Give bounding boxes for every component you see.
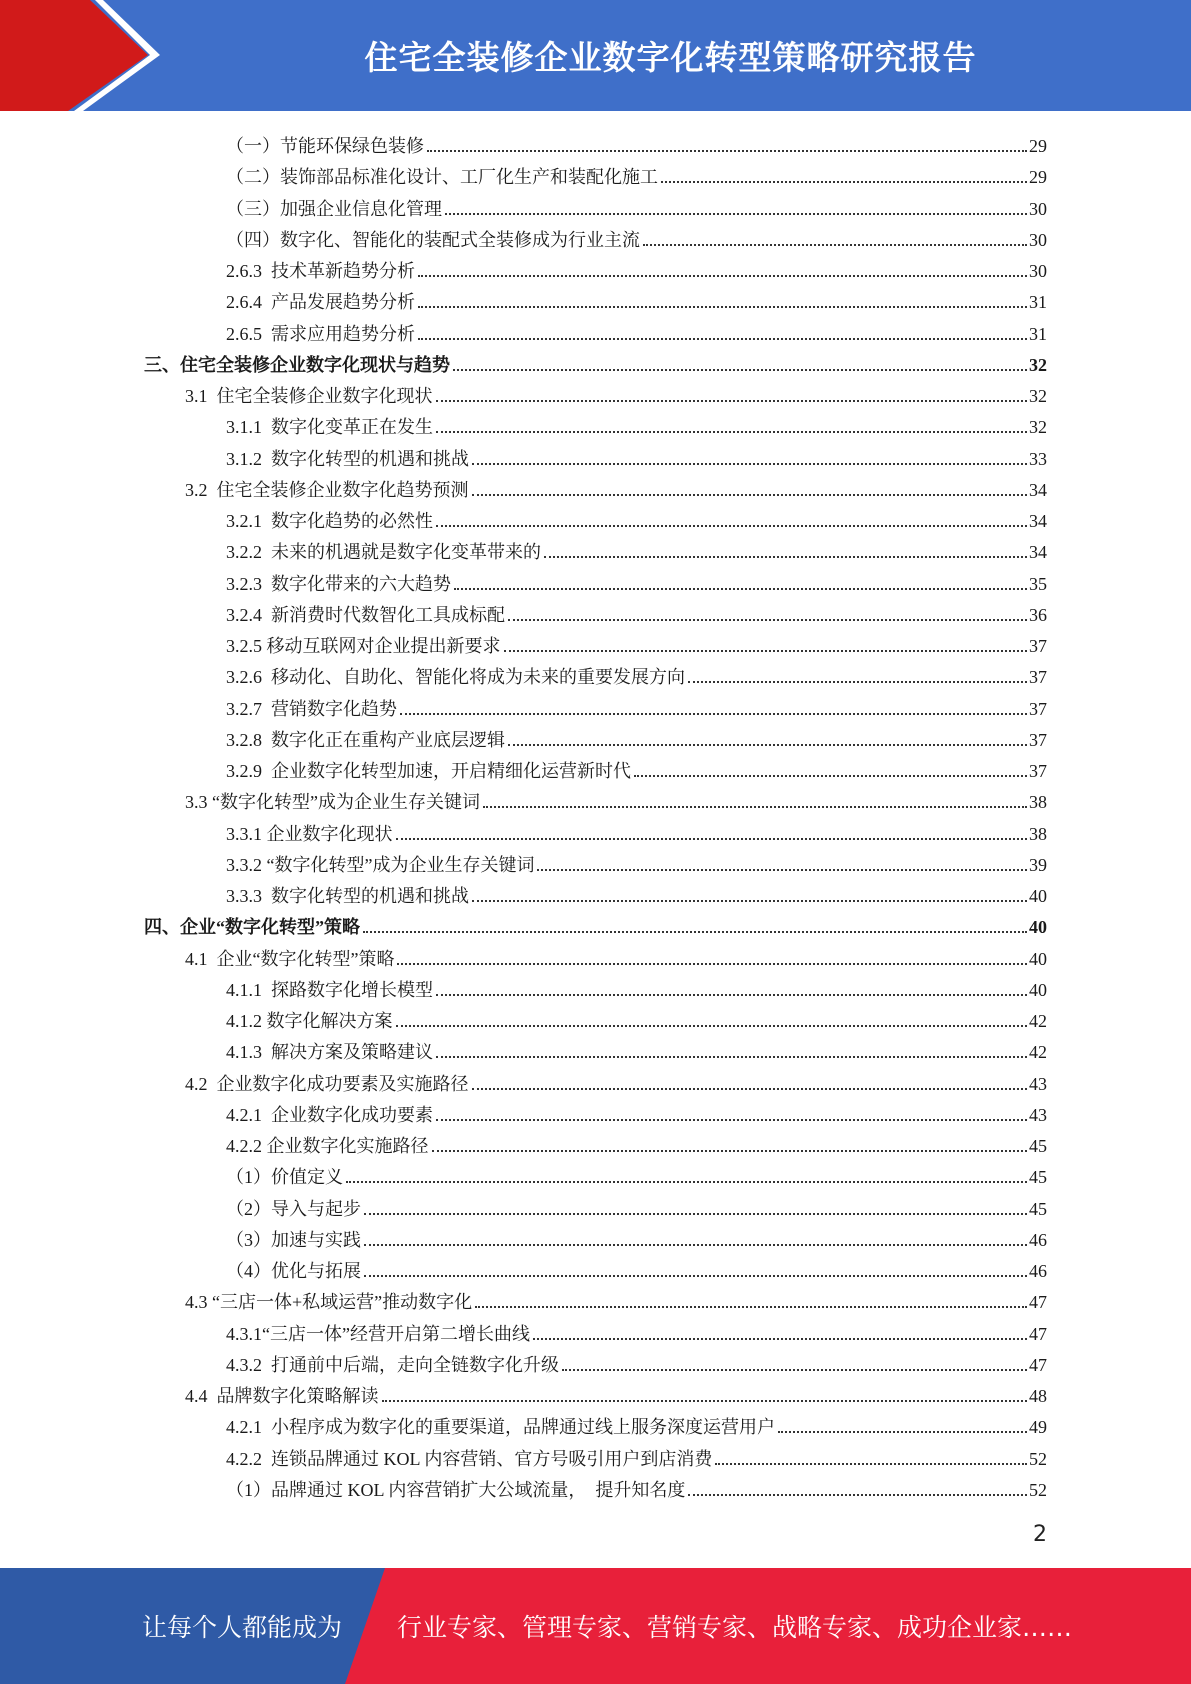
toc-entry-page: 42 [1029,1011,1047,1031]
toc-entry-title: 3.2.3 数字化带来的六大趋势 [226,573,451,594]
toc-entry[interactable] [226,1470,1047,1501]
toc-entry-title: 四、企业“数字化转型”策略 [144,917,360,938]
toc-entry-title: 3.1.2 数字化转型的机遇和挑战 [226,448,469,469]
toc-dot-leader [364,1274,1027,1277]
toc-entry-title: 3.2.7 营销数字化趋势 [226,698,397,719]
toc-entry-title: 3.3.2 “数字化转型”成为企业生存关键词 [226,854,535,875]
toc-entry-title: 2.6.3 技术革新趋势分析 [226,261,415,281]
toc-entry-title: 4.2.1 企业数字化成功要素 [226,1104,433,1125]
toc-entry[interactable] [226,689,1047,720]
toc-dot-leader [396,1024,1028,1027]
toc-entry[interactable] [226,720,1047,751]
toc-entry-title: 4.1.2 数字化解决方案 [226,1011,393,1031]
toc-entry-page: 45 [1029,1167,1047,1188]
toc-entry-title: 4.2.2 连锁品牌通过 KOL 内容营销、官方号吸引用户到店消费 [226,1448,713,1469]
toc-entry-page: 36 [1029,604,1047,625]
toc-entry[interactable] [226,814,1047,845]
toc-entry[interactable] [226,314,1047,345]
toc-entry[interactable] [185,470,1047,501]
toc-dot-leader [537,868,1027,871]
toc-entry-page: 34 [1029,479,1047,500]
toc-entry-title: 3.2.4 新消费时代数智化工具成标配 [226,604,505,625]
toc-entry-page: 40 [1029,979,1047,1000]
toc-entry[interactable] [226,1220,1047,1251]
toc-entry[interactable] [226,532,1047,563]
toc-dot-leader [688,680,1027,683]
toc-dot-leader [436,1118,1027,1121]
toc-entry-page: 43 [1029,1073,1047,1094]
toc-entry-page: 48 [1029,1386,1047,1406]
toc-entry-title: 3.2.1 数字化趋势的必然性 [226,511,433,531]
toc-entry-page: 30 [1029,261,1047,281]
toc-entry[interactable] [226,1314,1047,1345]
toc-dot-leader [634,774,1027,777]
toc-dot-leader [382,1399,1028,1402]
toc-dot-leader [445,212,1027,215]
toc-entry-title: 4.2.2 企业数字化实施路径 [226,1136,429,1156]
toc-entry-page: 38 [1029,823,1047,844]
toc-dot-leader [396,837,1028,840]
toc-entry-page: 42 [1029,1042,1047,1063]
toc-entry-title: 4.2.1 小程序成为数字化的重要渠道，品牌通过线上服务深度运营用户 [226,1417,775,1438]
toc-entry-title: 2.6.5 需求应用趋势分析 [226,323,415,344]
toc-entry-page: 39 [1029,854,1047,875]
toc-dot-leader [364,1243,1027,1246]
toc-entry-title: 3.1 住宅全装修企业数字化现状 [185,386,433,406]
toc-entry[interactable] [226,439,1047,470]
toc-entry-title: 3.3.3 数字化转型的机遇和挑战 [226,886,469,906]
toc-entry-page: 46 [1029,1261,1047,1281]
toc-dot-leader [778,1430,1027,1433]
toc-dot-leader [418,305,1027,308]
toc-dot-leader [436,993,1027,996]
toc-entry-title: 3.2.2 未来的机遇就是数字化变革带来的 [226,542,541,563]
toc-entry-title: 三、住宅全装修企业数字化现状与趋势 [144,354,450,375]
toc-entry[interactable] [226,189,1047,220]
toc-dot-leader [418,337,1027,340]
toc-entry-title: 4.3 “三店一体+私域运营”推动数字化 [185,1292,473,1313]
toc-entry-title: 4.1.1 探路数字化增长模型 [226,979,433,1000]
toc-dot-leader [346,1180,1027,1183]
toc-dot-leader [472,493,1028,496]
toc-dot-leader [508,618,1027,621]
toc-entry-page: 34 [1029,511,1047,531]
toc-entry-page: 31 [1029,323,1047,344]
toc-dot-leader [661,180,1027,183]
toc-entry-page: 37 [1029,729,1047,750]
toc-dot-leader [418,274,1027,277]
toc-dot-leader [643,243,1027,246]
header-red-arrow-shape [0,0,150,111]
toc-entry-page: 47 [1029,1354,1047,1375]
toc-dot-leader [436,430,1027,433]
toc-entry-title: 3.2 住宅全装修企业数字化趋势预测 [185,479,469,500]
toc-entry-title: 3.3.1 企业数字化现状 [226,823,393,844]
toc-entry-page: 47 [1029,1292,1047,1313]
toc-dot-leader [436,524,1027,527]
toc-entry-title: （4）优化与拓展 [226,1261,361,1281]
toc-dot-leader [432,1149,1028,1152]
toc-entry-title: 4.3.2 打通前中后端，走向全链数字化升级 [226,1354,559,1375]
toc-entry[interactable] [226,1126,1047,1157]
toc-entry[interactable] [185,782,1047,813]
toc-entry-page: 29 [1029,136,1047,156]
toc-dot-leader [472,462,1027,465]
toc-entry-title: 4.1.3 解决方案及策略建议 [226,1042,433,1063]
toc-entry-page: 30 [1029,198,1047,219]
toc-dot-leader [363,930,1027,933]
toc-entry-page: 40 [1029,948,1047,969]
toc-entry[interactable] [144,907,1047,938]
toc-entry[interactable] [226,1345,1047,1376]
toc-entry-title: （1）价值定义 [226,1167,343,1188]
toc-dot-leader [472,1087,1028,1090]
toc-entry-page: 45 [1029,1198,1047,1219]
toc-entry-title: （一）节能环保绿色装修 [226,136,424,156]
toc-entry[interactable] [226,220,1047,251]
toc-entry[interactable] [226,282,1047,313]
toc-entry[interactable] [185,376,1047,407]
toc-entry-page: 32 [1029,386,1047,406]
toc-entry-page: 40 [1029,917,1047,938]
page-number: 2 [1033,1522,1047,1547]
toc-entry[interactable] [226,1251,1047,1282]
toc-dot-leader [508,743,1027,746]
toc-entry-page: 37 [1029,636,1047,656]
toc-entry-title: （2）导入与起步 [226,1198,361,1219]
toc-entry-title: （三）加强企业信息化管理 [226,198,442,219]
report-title: 住宅全装修企业数字化转型策略研究报告 [364,38,977,77]
toc-entry-title: 3.3 “数字化转型”成为企业生存关键词 [185,792,480,813]
toc-entry-page: 46 [1029,1229,1047,1250]
toc-dot-leader [715,1462,1027,1465]
toc-dot-leader [483,805,1027,808]
toc-entry[interactable] [226,1095,1047,1126]
toc-entry[interactable] [185,1282,1047,1313]
toc-entry-title: 3.1.1 数字化变革正在发生 [226,417,433,438]
toc-entry-title: 3.2.8 数字化正在重构产业底层逻辑 [226,729,505,750]
toc-entry-page: 29 [1029,167,1047,188]
toc-entry-title: 3.2.9 企业数字化转型加速，开启精细化运营新时代 [226,761,631,781]
toc-entry-title: （二）装饰部品标准化设计、工厂化生产和装配化施工 [226,167,658,188]
toc-dot-leader [544,555,1027,558]
toc-entry-title: 2.6.4 产品发展趋势分析 [226,292,415,313]
toc-dot-leader [400,712,1027,715]
toc-entry[interactable] [226,1157,1047,1188]
toc-entry-page: 52 [1029,1479,1047,1500]
toc-entry[interactable] [144,345,1047,376]
toc-entry-title: （1）品牌通过 KOL 内容营销扩大公域流量， 提升知名度 [226,1479,686,1500]
toc-entry-page: 37 [1029,667,1047,688]
toc-dot-leader [562,1368,1027,1371]
toc-entry-page: 38 [1029,792,1047,813]
toc-entry[interactable] [226,876,1047,907]
toc-entry[interactable] [185,939,1047,970]
toc-dot-leader [688,1493,1027,1496]
toc-entry-page: 52 [1029,1448,1047,1469]
page-footer [0,1568,1191,1684]
toc-entry-page: 37 [1029,761,1047,781]
toc-entry[interactable] [226,564,1047,595]
toc-dot-leader [397,962,1027,965]
toc-dot-leader [472,899,1027,902]
toc-entry[interactable] [226,1189,1047,1220]
toc-entry-title: （3）加速与实践 [226,1229,361,1250]
toc-entry-page: 45 [1029,1136,1047,1156]
toc-entry-page: 34 [1029,542,1047,563]
toc-entry[interactable] [185,1376,1047,1407]
footer-slogan-right: 行业专家、管理专家、营销专家、战略专家、成功企业家…… [397,1613,1073,1642]
toc-entry-title: 4.2 企业数字化成功要素及实施路径 [185,1073,469,1094]
toc-dot-leader [364,1212,1027,1215]
toc-entry-title: 3.2.6 移动化、自助化、智能化将成为未来的重要发展方向 [226,667,685,688]
toc-entry-title: 4.4 品牌数字化策略解读 [185,1386,379,1406]
toc-entry[interactable] [226,1001,1047,1032]
toc-entry-page: 33 [1029,448,1047,469]
toc-dot-leader [533,1337,1027,1340]
toc-entry-page: 35 [1029,573,1047,594]
toc-entry[interactable] [226,845,1047,876]
toc-entry[interactable] [226,1407,1047,1438]
toc-entry-title: 4.1 企业“数字化转型”策略 [185,948,395,969]
toc-entry-page: 31 [1029,292,1047,313]
footer-slogan-left: 让每个人都能成为 [142,1613,343,1642]
toc-dot-leader [427,149,1027,152]
toc-entry-page: 40 [1029,886,1047,906]
toc-entry[interactable] [226,1032,1047,1063]
toc-entry[interactable] [226,126,1047,157]
toc-entry[interactable] [226,751,1047,782]
toc-dot-leader [504,649,1028,652]
toc-dot-leader [436,399,1028,402]
toc-entry-page: 30 [1029,229,1047,250]
toc-entry[interactable] [226,970,1047,1001]
toc-dot-leader [436,1055,1027,1058]
toc-entry-title: 4.3.1“三店一体”经营开启第二增长曲线 [226,1323,530,1344]
toc-entry-title: 3.2.5 移动互联网对企业提出新要求 [226,636,501,656]
toc-entry[interactable] [226,501,1047,532]
toc-entry-page: 37 [1029,698,1047,719]
toc-entry[interactable] [226,626,1047,657]
toc-entry-page: 49 [1029,1417,1047,1438]
toc-dot-leader [453,368,1027,371]
toc-entry[interactable] [226,657,1047,688]
toc-entry-title: （四）数字化、智能化的装配式全装修成为行业主流 [226,229,640,250]
toc-entry-page: 32 [1029,417,1047,438]
toc-entry[interactable] [226,251,1047,282]
toc-dot-leader [475,1305,1027,1308]
toc-entry[interactable] [226,1439,1047,1470]
toc-entry-page: 47 [1029,1323,1047,1344]
toc-entry[interactable] [226,157,1047,188]
toc-entry[interactable] [185,1064,1047,1095]
toc-entry-page: 32 [1029,354,1047,375]
page-header [0,0,1191,111]
toc-entry[interactable] [226,407,1047,438]
toc-entry-page: 43 [1029,1104,1047,1125]
toc-dot-leader [454,587,1027,590]
toc-entry[interactable] [226,595,1047,626]
